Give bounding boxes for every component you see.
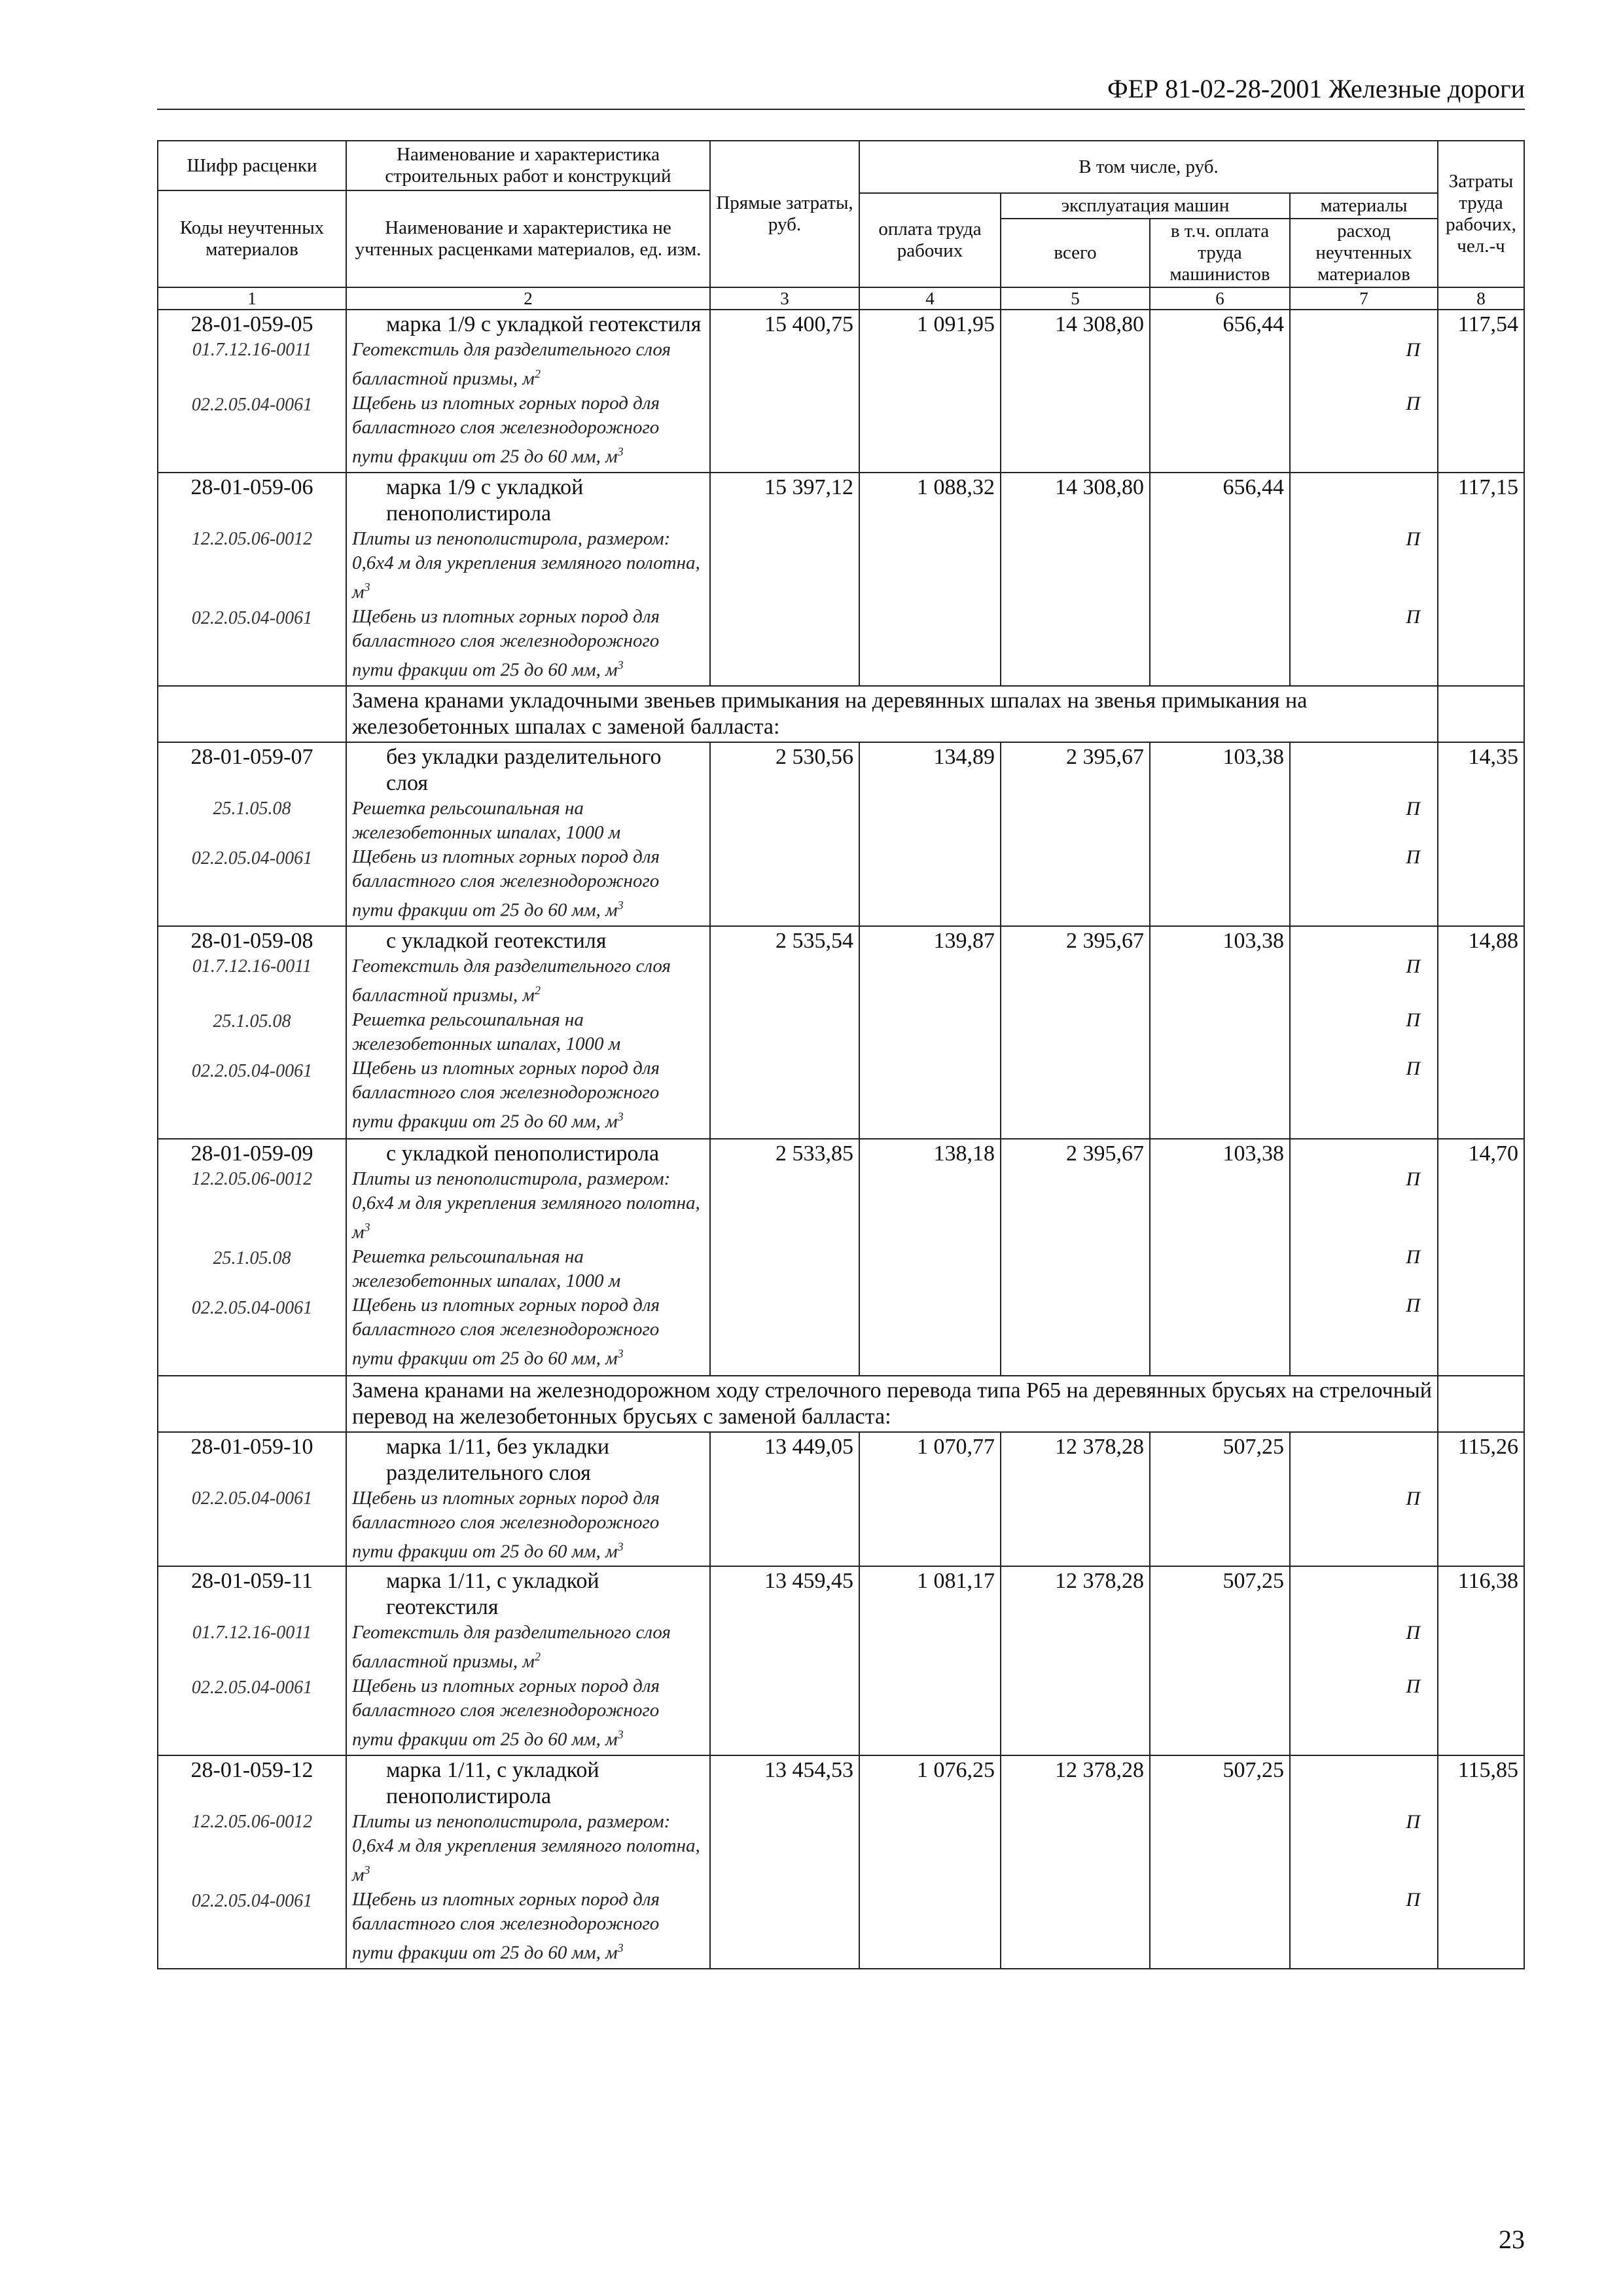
rate-code: 28-01-059-09 [190, 1141, 313, 1166]
direct-cost: 2 530,56 [710, 742, 859, 926]
machines-total: 12 378,28 [1001, 1566, 1150, 1755]
direct-cost: 15 397,12 [710, 473, 859, 686]
table-row [158, 473, 1524, 686]
machines-total: 12 378,28 [1001, 1432, 1150, 1566]
machines-labor: 103,38 [1150, 742, 1290, 926]
header-mat-names: Наименование и характеристика не учтенных расценками материалов, ед. изм. [346, 190, 710, 287]
rates-table [157, 140, 1525, 1969]
material-flag: П [1406, 1058, 1420, 1079]
rate-name: с укладкой пенополистирола [386, 1141, 660, 1166]
unit-exponent: 2 [534, 984, 541, 997]
material-name [352, 1293, 704, 1371]
material-code: 02.2.05.04-0061 [191, 1298, 313, 1318]
direct-cost: 15 400,75 [710, 310, 859, 473]
machines-labor: 507,25 [1150, 1755, 1290, 1969]
header-materials: материалы [1290, 193, 1438, 219]
material-name [352, 1621, 704, 1674]
material-flag: П [1406, 956, 1420, 977]
table-row [158, 1566, 1524, 1755]
machines-labor: 656,44 [1150, 473, 1290, 686]
header-mat-codes: Коды неучтенных материалов [158, 190, 346, 287]
rate-code: 28-01-059-12 [190, 1758, 313, 1782]
material-code: 25.1.05.08 [213, 798, 291, 819]
material-code: 25.1.05.08 [213, 1011, 291, 1031]
materials-cell [1290, 926, 1438, 1139]
material-name-text: Щебень из плотных горных пород для балластного слоя железнодорожного пути фракции от 25 до 60 мм, м [352, 1294, 660, 1369]
code-cell [158, 926, 346, 1139]
material-name-text: Плиты из пенополистирола, размером: 0,6х4 м для укрепления земляного полотна, м [352, 1168, 700, 1243]
material-name [352, 338, 704, 391]
machines-labor: 103,38 [1150, 926, 1290, 1139]
machines-total: 2 395,67 [1001, 926, 1150, 1139]
header-incl: В том числе, руб. [859, 141, 1438, 193]
material-code: 02.2.05.04-0061 [191, 608, 313, 628]
section-title-1: Замена кранами укладочными звеньев примыкания на деревянных шпалах на звенья примыкания на железобетонных шпалах с заменой балласта: [346, 686, 1438, 742]
material-name-text: Щебень из плотных горных пород для балластного слоя железнодорожного пути фракции от 25 до 60 мм, м [352, 605, 660, 681]
table-row [158, 1755, 1524, 1969]
labor-cost: 1 091,95 [859, 310, 1001, 473]
material-flag: П [1406, 393, 1420, 414]
header-labor: Затраты труда рабочих, чел.-ч [1438, 141, 1524, 287]
material-code: 02.2.05.04-0061 [191, 1891, 313, 1911]
labor-hours: 14,70 [1438, 1139, 1524, 1376]
material-name-text: Щебень из плотных горных пород для балластного слоя железнодорожного пути фракции от 25 до 60 мм, м [352, 1057, 660, 1132]
col-number: 5 [1001, 287, 1150, 310]
labor-cost: 139,87 [859, 926, 1001, 1139]
material-code: 01.7.12.16-0011 [192, 1623, 312, 1643]
material-name-text: Решетка рельсошпальная на железобетонных шпалах, 1000 м [352, 798, 621, 843]
unit-exponent: 3 [364, 581, 370, 594]
section-title-2: Замена кранами на железнодорожном ходу стрелочного перевода типа Р65 на деревянных брусьях на стрелочный перевод на железобетонных брусьях с заменой балласта: [346, 1376, 1438, 1432]
material-flag: П [1406, 1622, 1420, 1643]
column-number-row [158, 287, 1524, 310]
direct-cost: 2 533,85 [710, 1139, 859, 1376]
name-cell [346, 310, 710, 473]
header-materials-sub: расход неучтенных материалов [1290, 219, 1438, 287]
material-flag: П [1406, 606, 1420, 628]
materials-cell [1290, 310, 1438, 473]
labor-hours: 117,54 [1438, 310, 1524, 473]
name-cell [346, 1432, 710, 1566]
material-name-text: Плиты из пенополистирола, размером: 0,6х4 м для укрепления земляного полотна, м [352, 1811, 700, 1886]
col-number: 8 [1438, 287, 1524, 310]
unit-exponent: 3 [617, 1346, 624, 1360]
material-name-text: Плиты из пенополистирола, размером: 0,6х4 м для укрепления земляного полотна, м [352, 528, 700, 603]
rate-code: 28-01-059-11 [191, 1569, 313, 1593]
material-name [352, 797, 704, 845]
rate-code: 28-01-059-10 [190, 1435, 313, 1459]
material-code: 02.2.05.04-0061 [191, 395, 313, 415]
table-row [158, 310, 1524, 473]
material-name-text: Щебень из плотных горных пород для балластного слоя железнодорожного пути фракции от 25 до 60 мм, м [352, 1888, 660, 1964]
table-body-2 [158, 742, 1524, 1376]
material-code: 12.2.05.06-0012 [191, 529, 313, 549]
rate-code: 28-01-059-07 [190, 745, 313, 769]
material-name-text: Решетка рельсошпальная на железобетонных шпалах, 1000 м [352, 1009, 621, 1054]
direct-cost: 2 535,54 [710, 926, 859, 1139]
unit-exponent: 3 [617, 1109, 624, 1123]
materials-cell [1290, 1755, 1438, 1969]
rate-name: марка 1/11, без укладки разделительного слоя [386, 1435, 610, 1485]
code-cell [158, 1566, 346, 1755]
material-flag: П [1406, 1889, 1420, 1910]
material-name [352, 605, 704, 683]
header-rule [157, 109, 1525, 110]
header-machines-labor: в т.ч. оплата труда машинистов [1150, 219, 1290, 287]
materials-cell [1290, 742, 1438, 926]
header-code: Шифр расценки [158, 141, 346, 190]
material-code: 12.2.05.06-0012 [191, 1812, 313, 1832]
table-row [158, 742, 1524, 926]
table-body-3 [158, 1432, 1524, 1969]
material-name [352, 1810, 704, 1888]
machines-total: 2 395,67 [1001, 742, 1150, 926]
material-code: 02.2.05.04-0061 [191, 1488, 313, 1509]
section-spacer [158, 686, 346, 742]
unit-exponent: 3 [617, 444, 624, 458]
material-code: 02.2.05.04-0061 [191, 1677, 313, 1698]
labor-cost: 1 088,32 [859, 473, 1001, 686]
material-name [352, 1486, 704, 1564]
table-row [158, 1432, 1524, 1566]
materials-cell [1290, 1139, 1438, 1376]
header-direct: Прямые затраты, руб. [710, 141, 859, 287]
material-flag: П [1406, 798, 1420, 819]
labor-hours: 116,38 [1438, 1566, 1524, 1755]
material-flag: П [1406, 339, 1420, 361]
material-name [352, 1167, 704, 1245]
name-cell [346, 1139, 710, 1376]
material-code: 01.7.12.16-0011 [192, 956, 312, 977]
name-cell [346, 1566, 710, 1755]
col-number: 1 [158, 287, 346, 310]
direct-cost: 13 454,53 [710, 1755, 859, 1969]
material-code: 02.2.05.04-0061 [191, 848, 313, 869]
rate-name: с укладкой геотекстиля [386, 929, 607, 953]
col-number: 6 [1150, 287, 1290, 310]
table-row [158, 926, 1524, 1139]
rate-name: марка 1/11, с укладкой пенополистирола [386, 1758, 599, 1808]
unit-exponent: 3 [617, 658, 624, 672]
material-name-text: Щебень из плотных горных пород для балластного слоя железнодорожного пути фракции от 25 до 60 мм, м [352, 1675, 660, 1750]
code-cell [158, 473, 346, 686]
section-spacer [1438, 686, 1524, 742]
rate-code: 28-01-059-05 [190, 312, 313, 336]
code-cell [158, 1432, 346, 1566]
name-cell [346, 1755, 710, 1969]
labor-hours: 14,35 [1438, 742, 1524, 926]
material-name-text: Решетка рельсошпальная на железобетонных шпалах, 1000 м [352, 1246, 621, 1291]
machines-total: 2 395,67 [1001, 1139, 1150, 1376]
rate-code: 28-01-059-08 [190, 929, 313, 953]
material-name [352, 1888, 704, 1965]
name-cell [346, 473, 710, 686]
labor-cost: 138,18 [859, 1139, 1001, 1376]
material-code: 25.1.05.08 [213, 1248, 291, 1268]
labor-hours: 115,26 [1438, 1432, 1524, 1566]
code-cell [158, 1755, 346, 1969]
col-number: 2 [346, 287, 710, 310]
unit-exponent: 3 [364, 1221, 370, 1234]
machines-total: 14 308,80 [1001, 310, 1150, 473]
material-name-text: Щебень из плотных горных пород для балластного слоя железнодорожного пути фракции от 25 до 60 мм, м [352, 1488, 660, 1562]
labor-hours: 117,15 [1438, 473, 1524, 686]
header-machines: эксплуатация машин [1001, 193, 1290, 219]
material-name [352, 1245, 704, 1293]
direct-cost: 13 449,05 [710, 1432, 859, 1566]
material-name [352, 1674, 704, 1752]
machines-labor: 656,44 [1150, 310, 1290, 473]
materials-cell [1290, 473, 1438, 686]
page-header-title: ФЕР 81-02-28-2001 Железные дороги [1107, 74, 1525, 103]
materials-cell [1290, 1432, 1438, 1566]
material-name [352, 391, 704, 469]
material-flag: П [1406, 846, 1420, 868]
labor-cost: 1 081,17 [859, 1566, 1001, 1755]
labor-hours: 14,88 [1438, 926, 1524, 1139]
labor-cost: 1 070,77 [859, 1432, 1001, 1566]
rate-name: марка 1/11, с укладкой геотекстиля [386, 1569, 599, 1619]
name-cell [346, 742, 710, 926]
machines-labor: 507,25 [1150, 1566, 1290, 1755]
section-1 [158, 686, 1524, 742]
col-number: 7 [1290, 287, 1438, 310]
rate-name: марка 1/9 с укладкой геотекстиля [386, 312, 702, 336]
materials-cell [1290, 1566, 1438, 1755]
rate-code: 28-01-059-06 [190, 475, 313, 499]
material-name-text: Щебень из плотных горных пород для балластного слоя железнодорожного пути фракции от 25 до 60 мм, м [352, 846, 660, 921]
page-number: 23 [1499, 2225, 1525, 2254]
table-row [158, 1139, 1524, 1376]
col-number: 3 [710, 287, 859, 310]
machines-labor: 103,38 [1150, 1139, 1290, 1376]
material-flag: П [1406, 528, 1420, 550]
material-name [352, 1008, 704, 1056]
section-2 [158, 1376, 1524, 1432]
unit-exponent: 3 [617, 899, 624, 912]
unit-exponent: 3 [617, 1941, 624, 1954]
material-name-text: Геотекстиль для разделительного слоя балластной призмы, м [352, 339, 671, 389]
machines-total: 14 308,80 [1001, 473, 1150, 686]
unit-exponent: 2 [534, 1650, 541, 1663]
unit-exponent: 2 [534, 367, 541, 380]
code-cell [158, 310, 346, 473]
header-machines-total: всего [1001, 219, 1150, 287]
header-labor-cost: оплата труда рабочих [859, 193, 1001, 287]
labor-cost: 134,89 [859, 742, 1001, 926]
unit-exponent: 3 [617, 1540, 624, 1553]
material-flag: П [1406, 1009, 1420, 1031]
material-flag: П [1406, 1811, 1420, 1833]
material-flag: П [1406, 1488, 1420, 1509]
table-header [158, 141, 1524, 310]
material-name-text: Щебень из плотных горных пород для балластного слоя железнодорожного пути фракции от 25 до 60 мм, м [352, 392, 660, 467]
code-cell [158, 1139, 346, 1376]
labor-cost: 1 076,25 [859, 1755, 1001, 1969]
rate-name: без укладки разделительного слоя [386, 745, 662, 795]
material-flag: П [1406, 1295, 1420, 1316]
code-cell [158, 742, 346, 926]
section-spacer [1438, 1376, 1524, 1432]
unit-exponent: 3 [364, 1863, 370, 1876]
labor-hours: 115,85 [1438, 1755, 1524, 1969]
col-number: 4 [859, 287, 1001, 310]
rate-name: марка 1/9 с укладкой пенополистирола [386, 475, 584, 526]
material-name-text: Геотекстиль для разделительного слоя балластной призмы, м [352, 956, 671, 1006]
material-name [352, 845, 704, 923]
material-code: 01.7.12.16-0011 [192, 340, 312, 360]
table-body-1 [158, 310, 1524, 686]
material-name [352, 527, 704, 605]
section-spacer [158, 1376, 346, 1432]
unit-exponent: 3 [617, 1727, 624, 1741]
material-flag: П [1406, 1246, 1420, 1268]
material-code: 02.2.05.04-0061 [191, 1061, 313, 1081]
material-name [352, 954, 704, 1008]
material-name [352, 1056, 704, 1134]
material-name-text: Геотекстиль для разделительного слоя балластной призмы, м [352, 1622, 671, 1672]
machines-labor: 507,25 [1150, 1432, 1290, 1566]
machines-total: 12 378,28 [1001, 1755, 1150, 1969]
direct-cost: 13 459,45 [710, 1566, 859, 1755]
material-flag: П [1406, 1168, 1420, 1190]
material-flag: П [1406, 1676, 1420, 1697]
material-code: 12.2.05.06-0012 [191, 1169, 313, 1189]
name-cell [346, 926, 710, 1139]
header-name: Наименование и характеристика строительных работ и конструкций [346, 141, 710, 190]
